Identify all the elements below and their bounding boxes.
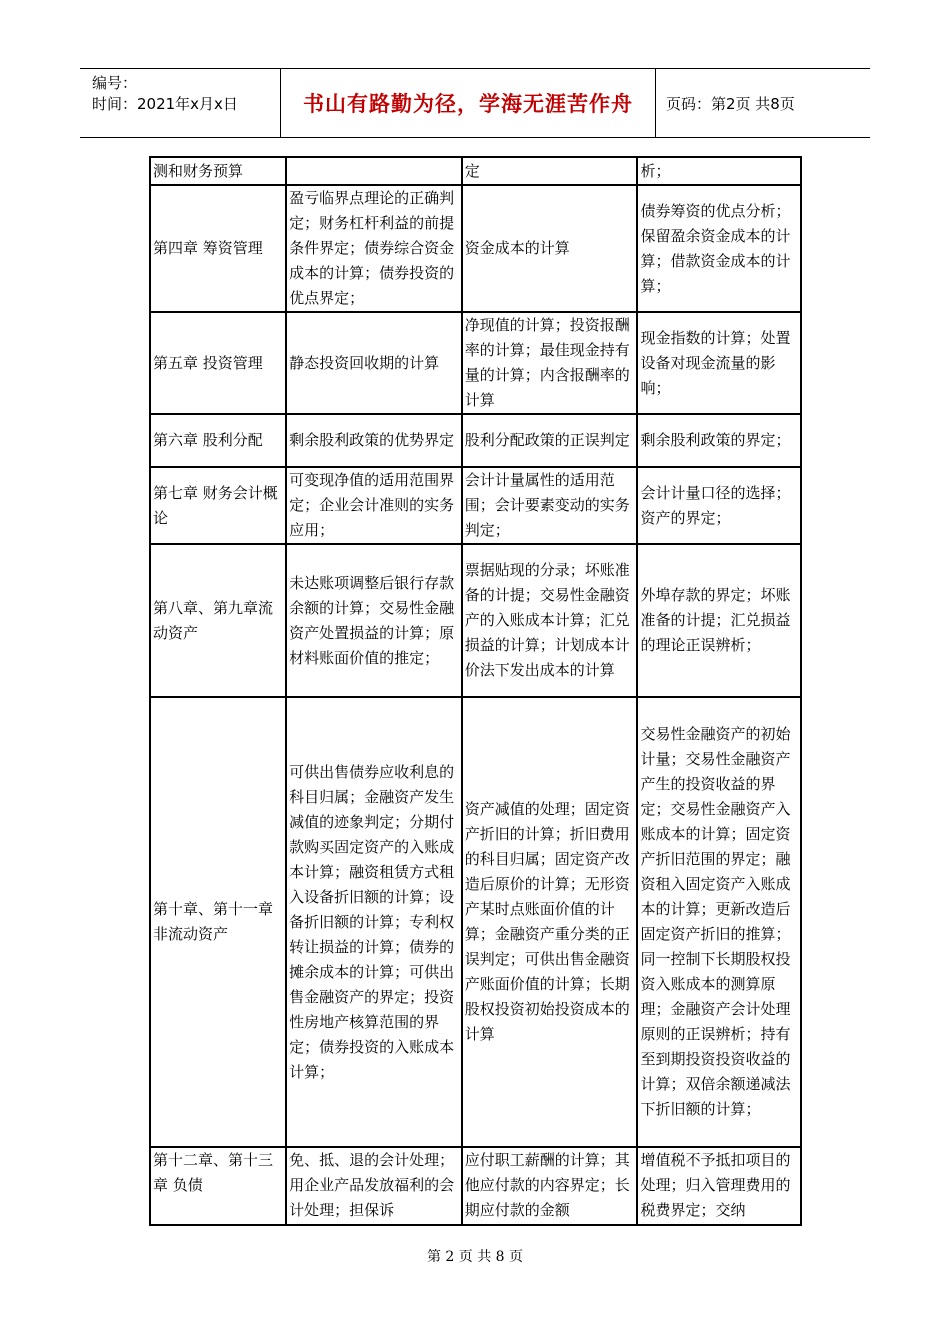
table-cell: 资产减值的处理；固定资产折旧的计算；折旧费用的科目归属；固定资产改造后原价的计算；无形资产某时点账面价值的计算；金融资产重分类的正误判定；可供出售金融资产账面价值的计算；长期股权投资初始投资成本的计算: [462, 697, 638, 1147]
table-cell: [286, 157, 462, 185]
table-row: [150, 544, 801, 697]
header-divider: [655, 69, 656, 137]
table-cell: 第四章 筹资管理: [150, 185, 286, 312]
table-row: [150, 467, 801, 544]
header-motto: 书山有路勤为径，学海无涯苦作舟: [303, 92, 633, 116]
table-cell: 第十二章、第十三章 负债: [150, 1147, 286, 1225]
page-header: [80, 68, 870, 138]
table-cell: 净现值的计算；投资报酬率的计算；最佳现金持有量的计算；内含报酬率的计算: [462, 312, 638, 414]
table-cell: 第十章、第十一章 非流动资产: [150, 697, 286, 1147]
table-cell: 交易性金融资产的初始计量；交易性金融资产产生的投资收益的界定；交易性金融资产入账成本的计算；固定资产折旧范围的界定；融资租入固定资产入账成本的计算；更新改造后固定资产折旧的推算；同一控制下长期股权投资入账成本的测算原理；金融资产会计处理原则的正误辨析；持有至到期投资投资收益的计算；双倍余额递减法下折旧额的计算；: [637, 697, 801, 1147]
table-cell: 第五章 投资管理: [150, 312, 286, 414]
table-row: [150, 414, 801, 467]
table-cell: 剩余股利政策的界定；: [637, 414, 801, 467]
table-cell: 未达账项调整后银行存款余额的计算；交易性金融资产处置损益的计算；原材料账面价值的推定；: [286, 544, 462, 697]
table-cell: 定: [462, 157, 638, 185]
table-cell: 可供出售债券应收利息的科目归属；金融资产发生减值的迹象判定；分期付款购买固定资产的入账成本计算；融资租赁方式租入设备折旧额的计算；设备折旧额的计算；专利权转让损益的计算；债券的摊余成本的计算；可供出售金融资产的界定；投资性房地产核算范围的界定；债券投资的入账成本计算；: [286, 697, 462, 1147]
table-cell: 免、抵、退的会计处理；用企业产品发放福利的会计处理；担保诉: [286, 1147, 462, 1225]
table-row: [150, 157, 801, 185]
table-cell: 股利分配政策的正误判定: [462, 414, 638, 467]
table-cell: 静态投资回收期的计算: [286, 312, 462, 414]
table-row: [150, 312, 801, 414]
table-cell: 会计计量口径的选择；资产的界定；: [637, 467, 801, 544]
table-cell: 债券筹资的优点分析；保留盈余资金成本的计算；借款资金成本的计算；: [637, 185, 801, 312]
table-cell: 盈亏临界点理论的正确判定；财务杠杆利益的前提条件界定；债券综合资金成本的计算；债券投资的优点界定；: [286, 185, 462, 312]
header-left: [92, 73, 238, 115]
table-row: [150, 697, 801, 1147]
table-cell: 第七章 财务会计概论: [150, 467, 286, 544]
table-cell: 应付职工薪酬的计算；其他应付款的内容界定；长期应付款的金额: [462, 1147, 638, 1225]
table-cell: 资金成本的计算: [462, 185, 638, 312]
table-cell: 会计计量属性的适用范围；会计要素变动的实务判定；: [462, 467, 638, 544]
table-row: [150, 1147, 801, 1225]
syllabus-table: [149, 156, 802, 1226]
table-cell: 增值税不予抵扣项目的处理；归入管理费用的税费界定；交纳: [637, 1147, 801, 1225]
time-label: 时间：2021年x月x日: [92, 95, 238, 113]
number-label: 编号：: [92, 74, 138, 92]
table-cell: 第六章 股利分配: [150, 414, 286, 467]
table-cell: 析；: [637, 157, 801, 185]
table-cell: 票据贴现的分录；坏账准备的计提；交易性金融资产的入账成本计算；汇兑损益的计算；计划成本计价法下发出成本的计算: [462, 544, 638, 697]
table-cell: 测和财务预算: [150, 157, 286, 185]
table-cell: 外埠存款的界定；坏账准备的计提；汇兑损益的理论正误辨析；: [637, 544, 801, 697]
table-cell: 第八章、第九章流动资产: [150, 544, 286, 697]
header-page-info: 页码：第2页 共8页: [666, 94, 795, 113]
table-cell: 剩余股利政策的优势界定: [286, 414, 462, 467]
table-cell: 可变现净值的适用范围界定；企业会计准则的实务应用；: [286, 467, 462, 544]
table-cell: 现金指数的计算；处置设备对现金流量的影响；: [637, 312, 801, 414]
page-footer: 第 2 页 共 8 页: [426, 1249, 524, 1265]
table-row: [150, 185, 801, 312]
